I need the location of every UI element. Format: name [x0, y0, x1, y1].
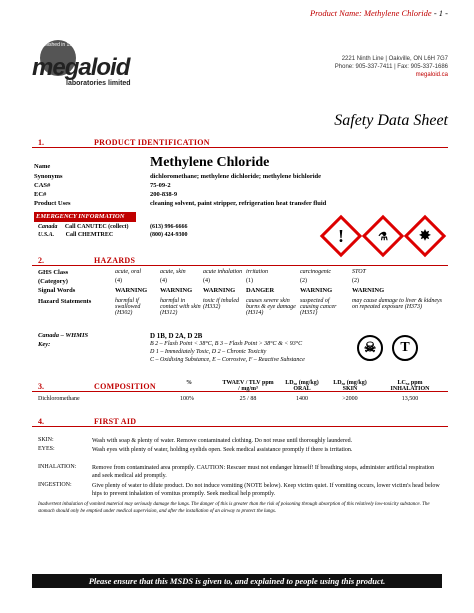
signal-word: WARNING [300, 287, 333, 294]
first-aid-note: Inadvertent inhalation of vomited material may seriously damage the lungs. The danger of this is greater than the risk of poisoning through absorption of this relatively low-toxicity substance. The stomach should only be emptied under medical supervision, and after the installation of an airway to protect the lungs. [38, 502, 430, 514]
whmis-classes: D 1B, D 2A, D 2B [150, 332, 203, 340]
section-number: 4. [38, 417, 44, 426]
field-value: cleaning solvent, paint stripper, refrigeration heat transfer fluid [150, 200, 327, 207]
hazard-statements-label: Hazard Statements [38, 298, 92, 305]
first-aid-label: SKIN: [38, 437, 54, 443]
table-header: TWAEV / TLV ppm / mg/m³ [222, 380, 274, 392]
field-label: CAS# [34, 182, 51, 189]
company-logo: Established in 1981 megaloid laboratories limited [32, 42, 131, 87]
category-label: (Category) [38, 278, 68, 285]
ghs-category: (4) [160, 278, 167, 284]
section-divider [32, 147, 448, 148]
product-name: Methylene Chloride [150, 155, 270, 170]
section-number: 1. [38, 138, 44, 147]
ghs-pictogram-corrosion: ⚗ [362, 215, 404, 257]
ghs-class: irritation [246, 269, 269, 275]
first-aid-text: Wash eyes with plenty of water, holding eyelids open. Seek medical assistance promptly if there is irritation. [92, 447, 353, 453]
section-number: 3. [38, 382, 44, 391]
table-cell: >2000 [342, 396, 358, 402]
footer-banner: Please ensure that this MSDS is given to, and explained to people using this product. [32, 574, 442, 588]
signal-word: WARNING [352, 287, 385, 294]
field-value: 200-838-9 [150, 191, 178, 198]
hazard-statement: harmful if swallowed (H302) [115, 298, 141, 316]
emergency-region: Canada [38, 224, 58, 230]
field-label: Synonyms [34, 173, 63, 180]
table-header: LD₅₀ (mg/kg) ORAL [285, 380, 319, 392]
section-title: PRODUCT IDENTIFICATION [94, 138, 210, 147]
table-cell: 100% [180, 396, 194, 402]
emergency-info-banner: EMERGENCY INFORMATION [34, 212, 136, 222]
field-value: dichloromethane; methylene dichloride; methylene bichloride [150, 173, 322, 180]
whmis-key-line: C – Oxidising Substance, E – Corrosive, F – Reactive Substance [150, 357, 305, 363]
ghs-class: acute inhalation [203, 269, 243, 275]
section-title: COMPOSITION [94, 382, 156, 391]
first-aid-text: Remove from contaminated area promptly. CAUTION: Rescuer must not endanger himself! If breathing stops, administer artificial respiration and seek medical aid promptly. [92, 465, 435, 479]
table-cell: Dichloromethane [38, 396, 80, 402]
ghs-class-label: GHS Class [38, 269, 69, 276]
signal-word: WARNING [115, 287, 148, 294]
section-divider [32, 265, 448, 266]
company-address: 2221 Ninth Line | Oakville, ON L6H 7G7 Phone: 905-337-7411 | Fax: 905-337-1686 megaloid.ca [334, 56, 448, 78]
ghs-category: (4) [115, 278, 122, 284]
table-header: LC₅₀ ppm INHALATION [390, 380, 430, 392]
whmis-key-line: D 1 – Immediately Toxic, D 2 – Chronic Toxicity [150, 349, 267, 355]
emergency-phone: (800) 424-9300 [150, 232, 188, 238]
first-aid-text: Wash with soap & plenty of water. Remove contaminated clothing. Do not reuse until thoroughly laundered. [92, 438, 353, 444]
hazard-statement: suspected of causing cancer (H351) [300, 298, 337, 316]
hazard-statement: toxic if inhaled (H332) [203, 298, 239, 310]
ghs-class: acute, skin [160, 269, 186, 275]
table-header: LD₅₀ (mg/kg) SKIN [333, 380, 367, 392]
signal-words-label: Signal Words [38, 287, 76, 294]
field-label: Name [34, 163, 51, 170]
key-label: Key: [38, 341, 51, 348]
whmis-key-line: B 2 – Flash Point < 38°C, B 3 – Flash Point > 38°C & < 93°C [150, 341, 303, 347]
ghs-category: (2) [352, 278, 359, 284]
whmis-label: Canada – WHMIS [38, 332, 89, 339]
emergency-region: U.S.A. [38, 232, 55, 238]
emergency-phone: (613) 996-6666 [150, 224, 188, 230]
ghs-category: (4) [203, 278, 210, 284]
first-aid-label: INHALATION: [38, 464, 77, 470]
emergency-call: Call CHEMTREC [65, 232, 114, 238]
signal-word: DANGER [246, 287, 275, 294]
document-title: Safety Data Sheet [334, 112, 448, 129]
ghs-class: STOT [352, 269, 366, 275]
section-title: FIRST AID [94, 417, 137, 426]
ghs-category: (2) [300, 278, 307, 284]
ghs-pictogram-health-hazard: ! [320, 215, 362, 257]
first-aid-label: INGESTION: [38, 482, 72, 488]
table-cell: 1400 [296, 396, 308, 402]
section-number: 2. [38, 256, 44, 265]
field-value: 75-09-2 [150, 182, 171, 189]
ghs-category: (1) [246, 278, 253, 284]
signal-word: WARNING [203, 287, 236, 294]
ghs-class: carcinogenic [300, 269, 332, 275]
section-title: HAZARDS [94, 256, 136, 265]
first-aid-text: Give plenty of water to dilute product. Do not induce vomiting (NOTE below). Keep victim quiet. If vomiting occurs, lower victim's head below hips to prevent inhalation of vomitus promptly. Seek medical help promptly. [92, 483, 440, 497]
signal-word: WARNING [160, 287, 193, 294]
hazard-statement: causes severe skin burns & eye damage (H314) [246, 298, 296, 316]
ghs-pictogram-carcinogen: ✸ [404, 215, 446, 257]
table-cell: 13,500 [401, 396, 419, 402]
table-header: % [186, 380, 192, 386]
section-divider [32, 426, 448, 427]
field-label: Product Uses [34, 200, 71, 207]
hazard-statement: may cause damage to liver & kidneys on repeated exposure (H373) [352, 298, 442, 310]
table-cell: 25 / 88 [239, 396, 257, 402]
emergency-call: Call CANUTEC (collect) [64, 224, 129, 230]
first-aid-label: EYES: [38, 446, 55, 452]
product-name-header: Product Name: Methylene Chloride - 1 - [309, 8, 448, 18]
whmis-toxic-effects-icon: T [392, 335, 418, 361]
field-label: EC# [34, 191, 47, 198]
whmis-poison-icon: ☠ [357, 335, 383, 361]
hazard-statement: harmful in contact with skin (H312) [160, 298, 201, 316]
ghs-class: acute, oral [115, 269, 141, 275]
